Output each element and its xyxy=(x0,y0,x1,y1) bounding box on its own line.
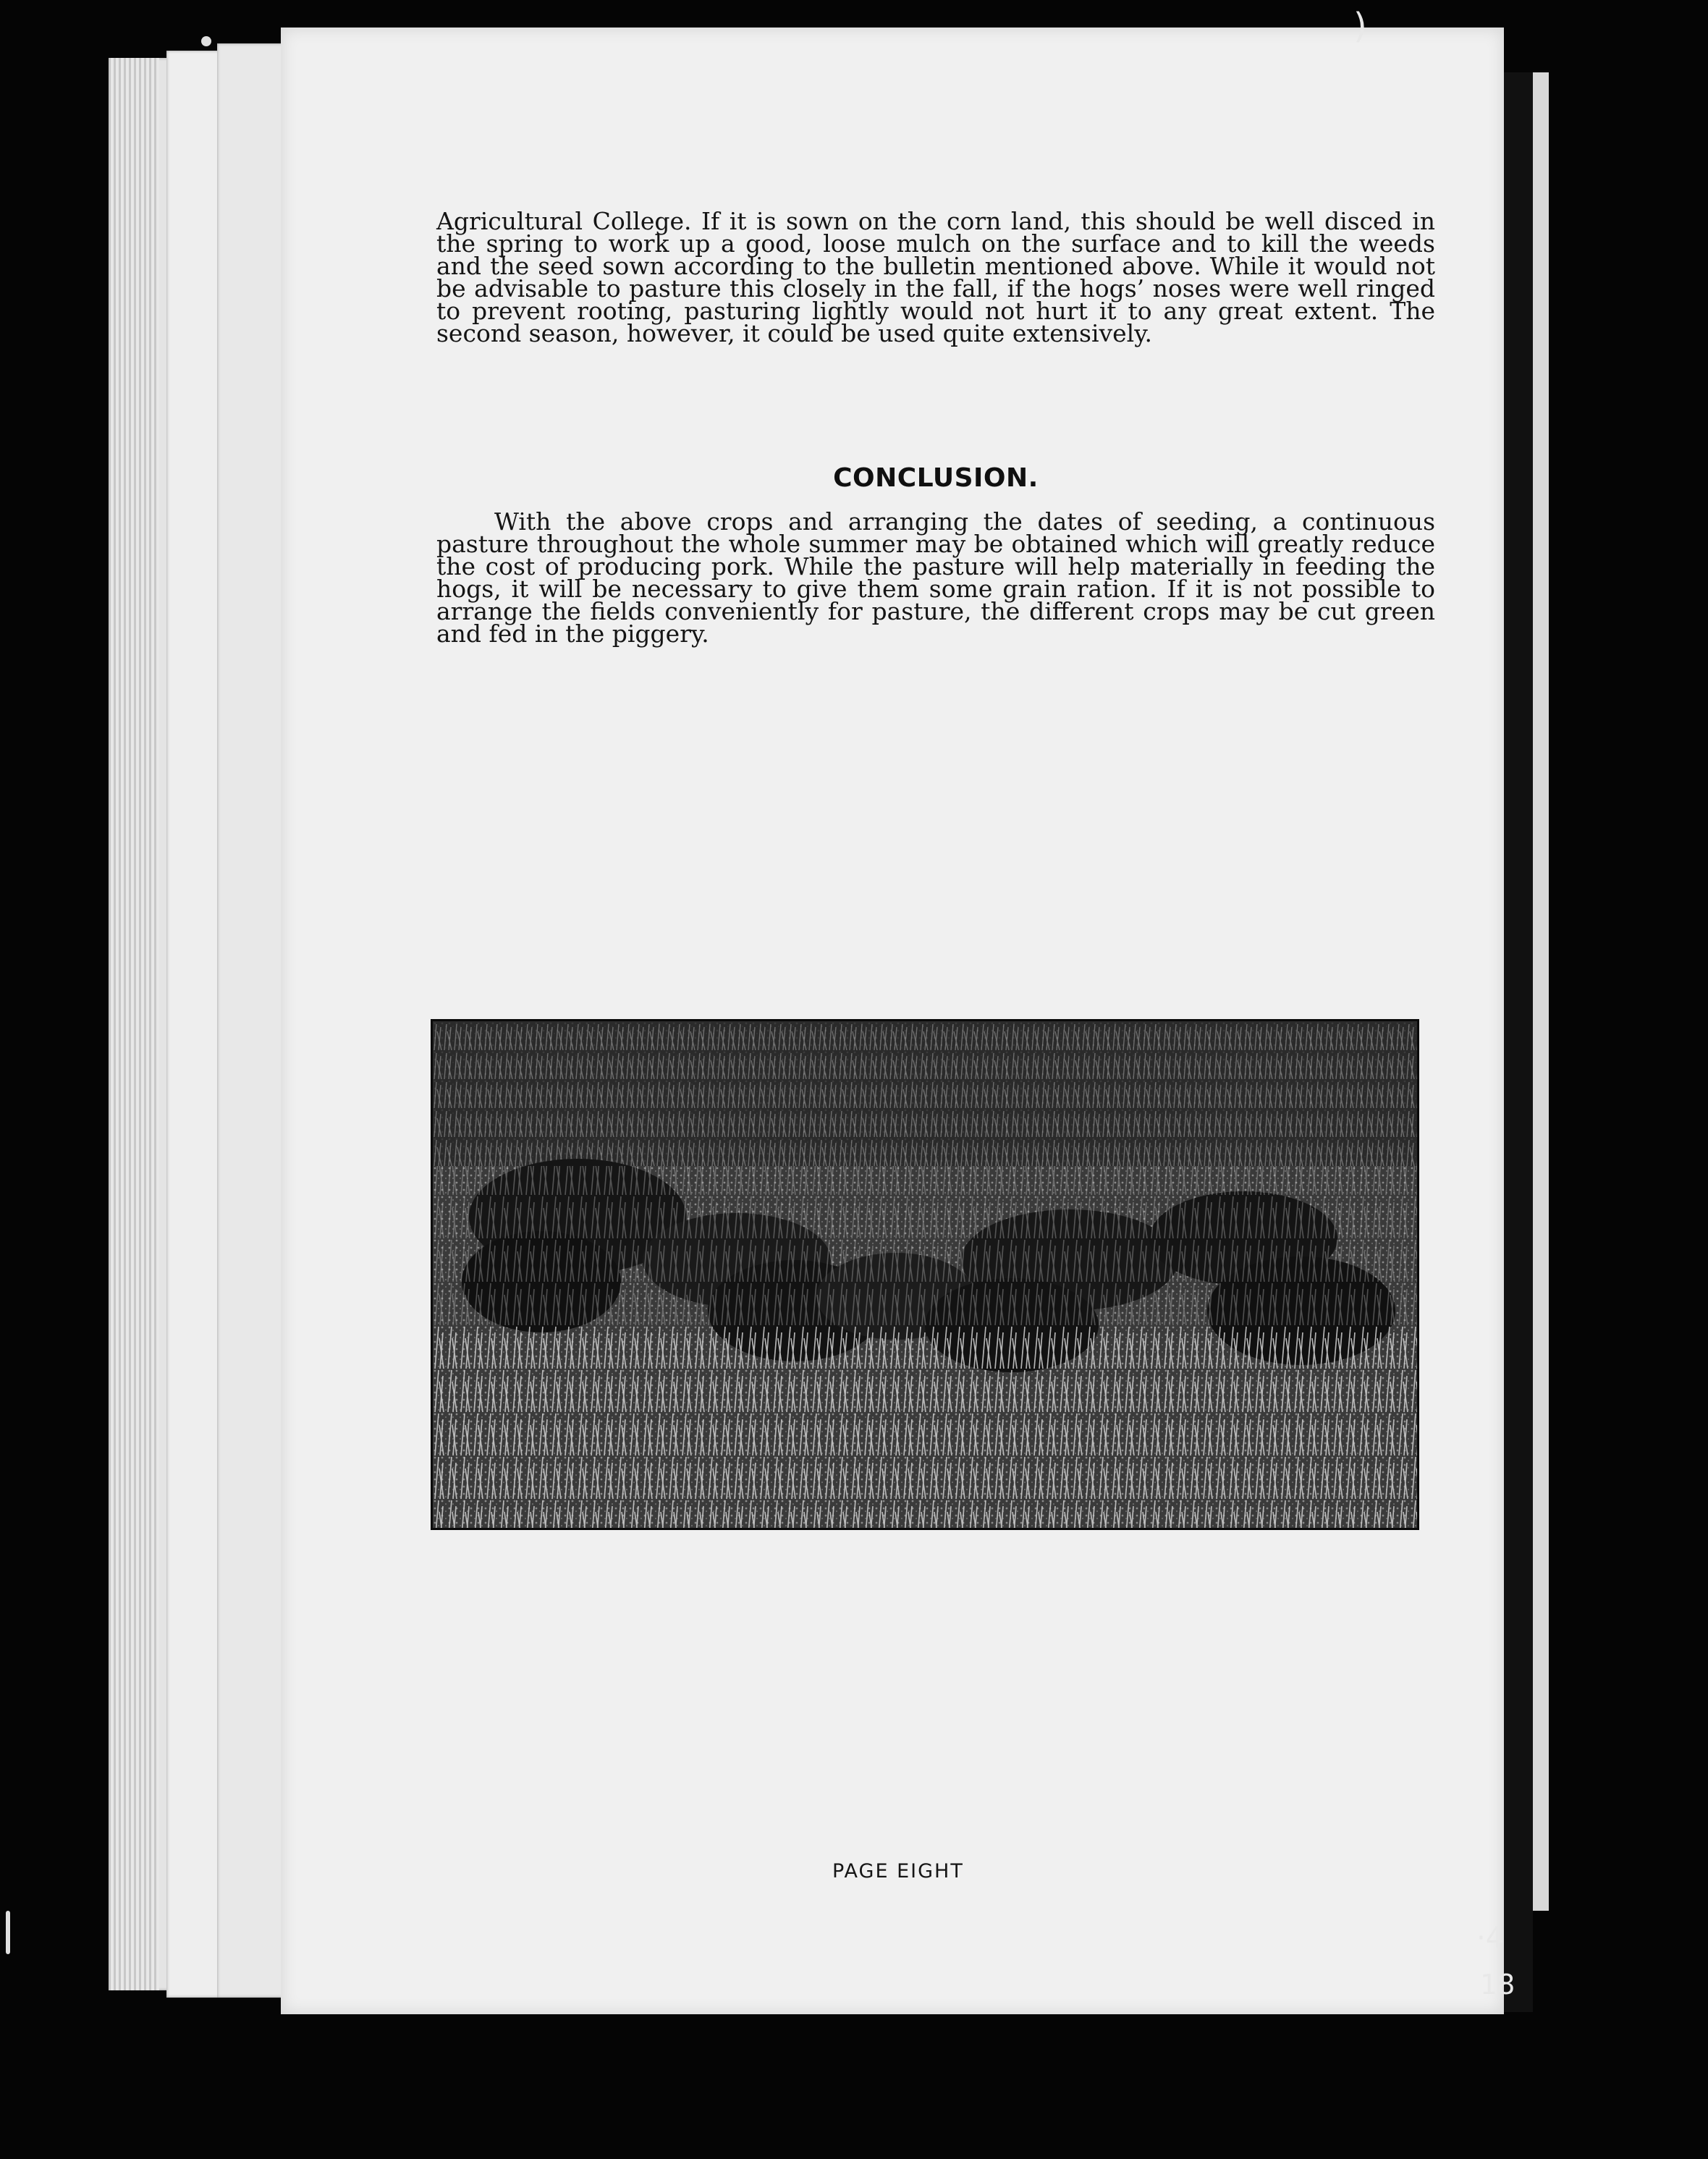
page-stack-edge-inner-2 xyxy=(217,43,289,1998)
section-heading-conclusion: CONCLUSION. xyxy=(833,463,1039,493)
paragraph-agricultural-college: Agricultural College. If it is sown on the corn land, this should be well disced in the spring to work up a good, loose mulch on the surface and to kill the weeds and the seed sown according to the bulletin mentioned above. While it would not be advisable to pasture this closely in the fall, if the hogs’ noses were well ringed to prevent rooting, pasturing lightly would not hurt it to any great extent. The second season, however, it could be used quite extensively. xyxy=(436,207,1435,347)
margin-mark-bottom-right-1: ·4 xyxy=(1476,1922,1505,1955)
scan-mark-left xyxy=(6,1911,10,1954)
paragraph-conclusion: With the above crops and arranging the dates of seeding, a continuous pasture throughout the whole summer may be obtained which will greatly reduce the cost of producing pork. While the pasture will help materially in feeding the hogs, it will be necessary to give them some grain ration. If it is not possible to arrange the fields conveniently for pasture, the different crops may be cut green and fed in the piggery. xyxy=(436,507,1435,648)
scan-mark-top-left xyxy=(201,36,211,46)
hogs-photo-icon xyxy=(433,1021,1417,1528)
margin-mark-top-right: ) xyxy=(1353,6,1367,46)
page-footer: PAGE EIGHT xyxy=(832,1860,964,1883)
page-stack-lines xyxy=(109,58,159,1990)
margin-mark-bottom-right-2: 18 xyxy=(1480,1969,1515,2000)
page-right-edge xyxy=(1533,72,1549,1911)
photo-hogs-in-pasture xyxy=(431,1019,1419,1530)
page-right-shadow xyxy=(1504,72,1533,2012)
